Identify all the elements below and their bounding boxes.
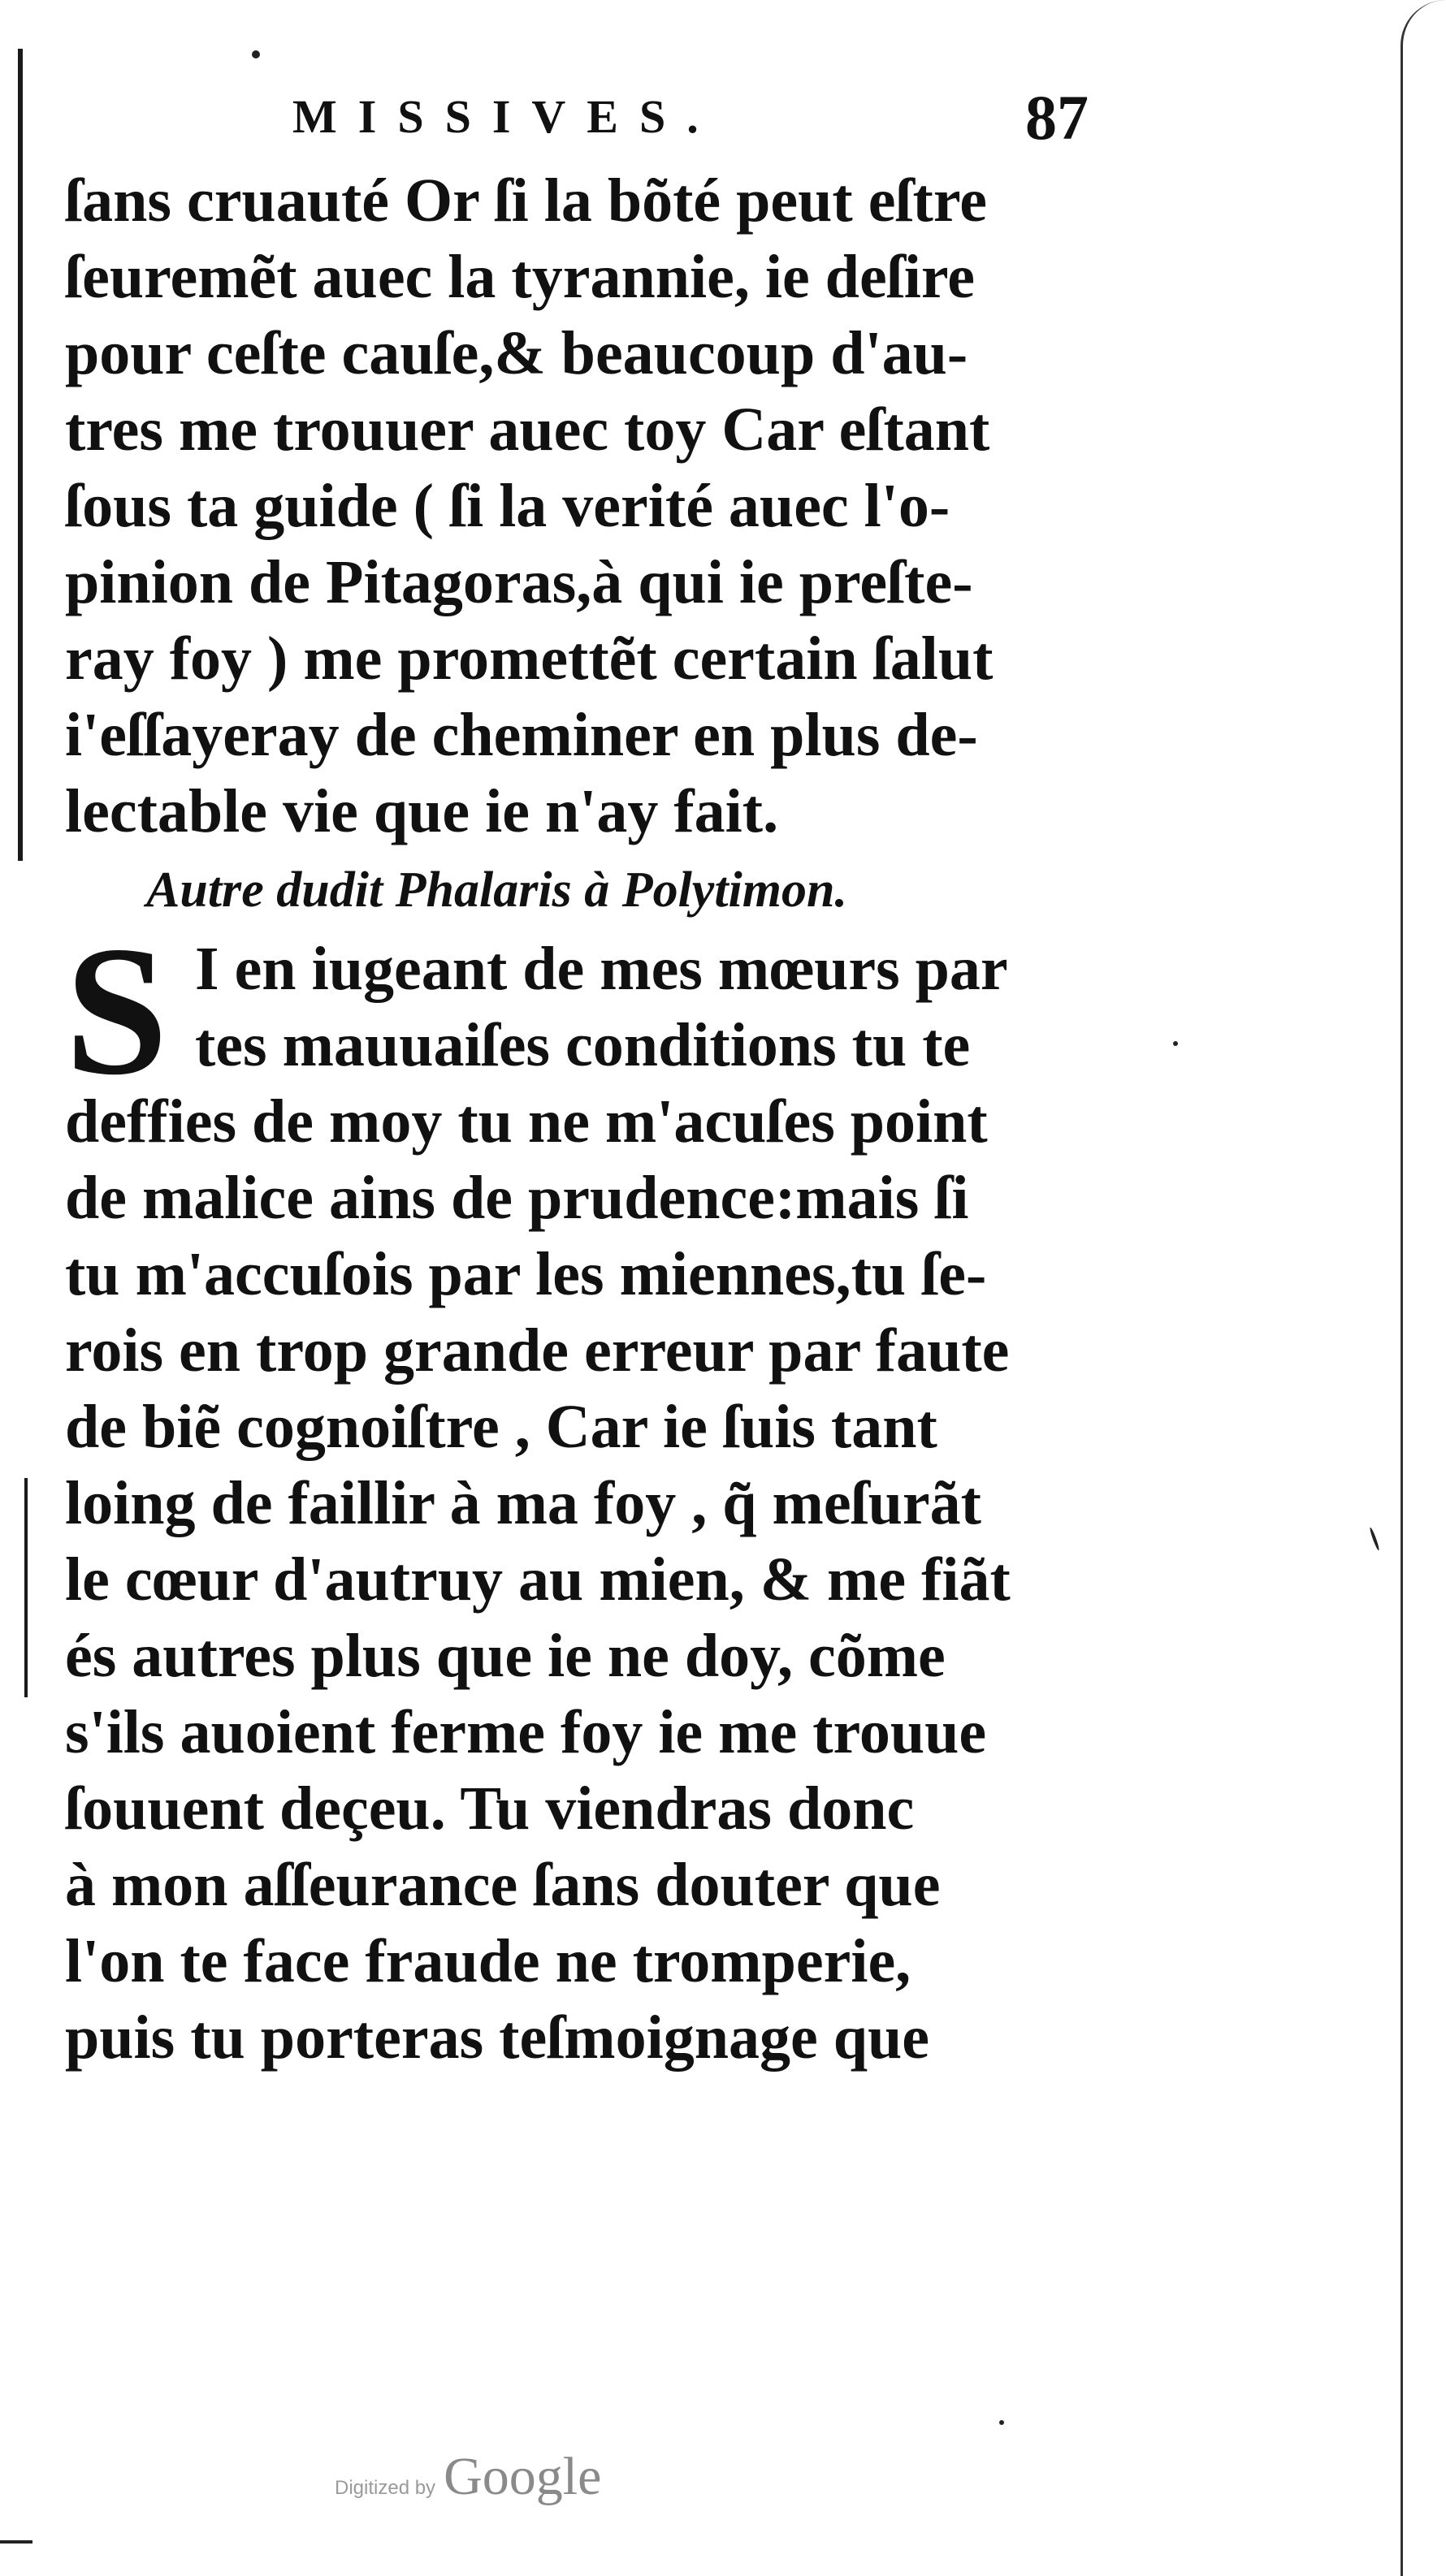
text-line: és autres plus que ie ne doy, cõme <box>65 1622 946 1690</box>
text-line: i'eſſayeray de cheminer en plus de- <box>65 701 978 769</box>
page-binding-edge-lower <box>24 1478 28 1697</box>
ink-speck <box>999 2420 1004 2425</box>
section-heading: Autre dudit Phalaris à Polytimon. <box>146 862 847 918</box>
paragraph-1 <box>65 162 1097 849</box>
paragraph-2 <box>65 909 1097 2076</box>
ink-speck <box>252 50 260 58</box>
digitized-watermark <box>335 2446 601 2508</box>
page-header <box>292 81 1089 171</box>
text-line: pour ceſte cauſe,& beaucoup d'au- <box>65 319 968 387</box>
page-binding-edge <box>18 49 23 861</box>
digitized-label: Digitized by <box>335 2477 436 2499</box>
page-bottom-corner <box>0 2540 32 2576</box>
drop-cap: S <box>65 909 168 1113</box>
text-line: puis tu porteras teſmoignage que <box>65 2003 929 2072</box>
text-line: ſeuremẽt auec la tyrannie, ie deſire <box>65 243 975 311</box>
ink-speck <box>1173 1041 1178 1046</box>
text-line: ray foy ) me promettẽt certain ſalut <box>65 625 994 693</box>
page-number: 87 <box>1025 82 1089 153</box>
text-line: deffies de moy tu ne m'acuſes point <box>65 1087 988 1156</box>
text-line: ſous ta guide ( ſi la verité auec l'o- <box>65 472 950 540</box>
text-line: rois en trop grande erreur par faute <box>65 1316 1010 1385</box>
text-line: l'on te face fraude ne tromperie, <box>65 1927 911 1995</box>
text-line: tu m'accuſois par les miennes,tu ſe- <box>65 1240 987 1308</box>
text-line: de biẽ cognoiſtre , Car ie ſuis tant <box>65 1393 937 1461</box>
body-text <box>65 162 1097 2076</box>
text-line: le cœur d'autruy au mien, & me fiãt <box>65 1545 1011 1614</box>
text-line: loing de faillir à ma foy , q̃ meſurãt <box>65 1469 981 1537</box>
text-line: lectable vie que ie n'ay fait. <box>65 777 779 845</box>
text-line: ſans cruauté Or ſi la bõté peut eſtre <box>65 166 987 235</box>
running-head: MISSIVES. <box>292 90 720 143</box>
page-right-edge <box>1401 0 1446 2576</box>
text-line: I en iugeant de mes mœurs par <box>195 935 1008 1003</box>
google-logo: Google <box>444 2447 602 2506</box>
text-line: pinion de Pitagoras,à qui ie preſte- <box>65 548 973 616</box>
text-line: à mon aſſeurance ſans douter que <box>65 1851 941 1919</box>
text-line: s'ils auoient ferme foy ie me trouue <box>65 1698 987 1766</box>
text-line: tes mauuaiſes conditions tu te <box>195 1011 971 1079</box>
text-line: tres me trouuer auec toy Car eſtant <box>65 395 990 464</box>
text-line: ſouuent deçeu. Tu viendras donc <box>65 1774 915 1843</box>
text-line: de malice ains de prudence:mais ſi <box>65 1164 969 1232</box>
ink-speck <box>1369 1527 1380 1551</box>
